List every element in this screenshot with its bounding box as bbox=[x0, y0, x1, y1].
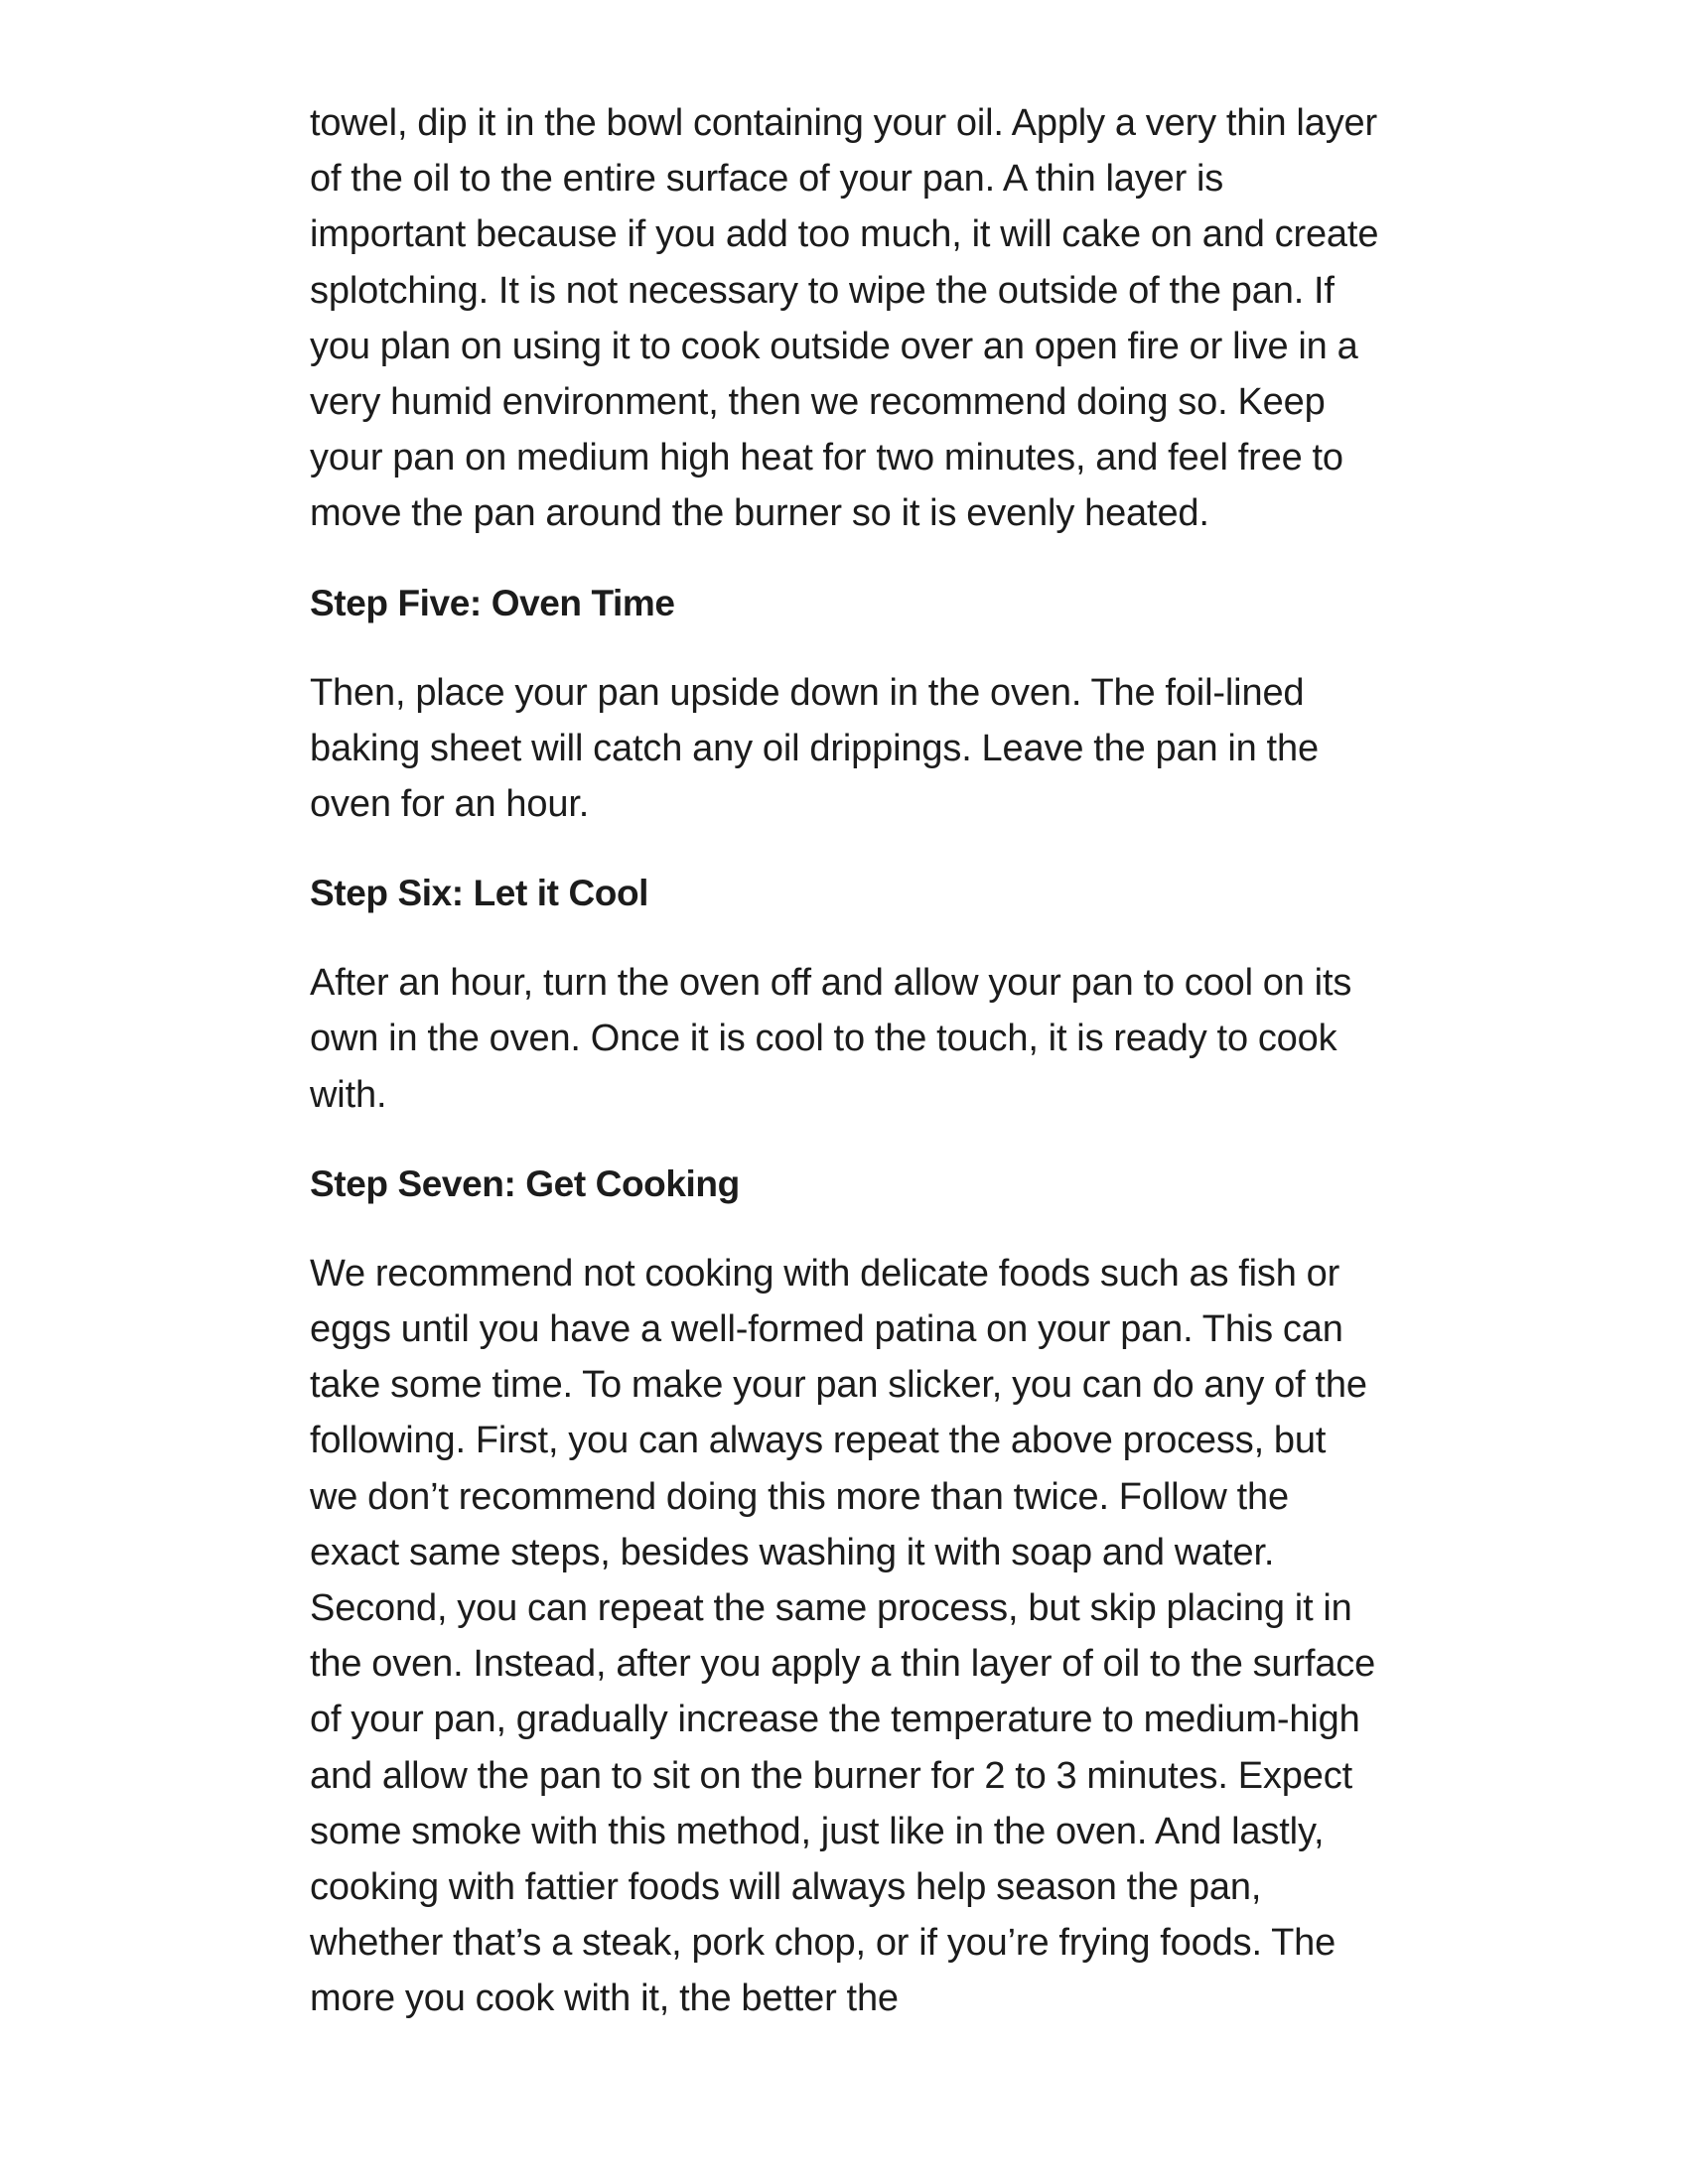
step-seven-heading: Step Seven: Get Cooking bbox=[310, 1162, 740, 1204]
step-five-heading: Step Five: Oven Time bbox=[310, 582, 675, 623]
intro-paragraph: towel, dip it in the bowl containing your oil. Apply a very thin layer of the oil to the entire surface of your pan. A thin layer is important because if you add too much, it will cake on and create splotching. It is not necessary to wipe the outside of the pan. If you plan on using it to cook outside over an open fire or live in a very humid environment, then we recommend doing so. Keep your pan on medium high heat for two minutes, and feel free to move the pan around the burner so it is evenly heated. bbox=[310, 102, 1379, 535]
step-six-heading: Step Six: Let it Cool bbox=[310, 873, 649, 914]
article-body bbox=[310, 95, 1382, 2027]
step-six-paragraph: After an hour, turn the oven off and allow your pan to cool on its own in the oven. Once it is cool to the touch, it is ready to cook with. bbox=[310, 962, 1352, 1116]
step-seven-paragraph: We recommend not cooking with delicate foods such as fish or eggs until you have a well-formed patina on your pan. This can take some time. To make your pan slicker, you can do any of the following. First, you can always repeat the above process, but we don’t recommend doing this more than twice. Follow the exact same steps, besides washing it with soap and water. Second, you can repeat the same process, but skip placing it in the oven. Instead, after you apply a thin layer of oil to the surface of your pan, gradually increase the temperature to medium-high and allow the pan to sit on the burner for 2 to 3 minutes. Expect some smoke with this method, just like in the oven. And lastly, cooking with fattier foods will always help season the pan, whether that’s a steak, pork chop, or if you’re frying foods. The more you cook with it, the better the bbox=[310, 1252, 1376, 2020]
step-five-paragraph: Then, place your pan upside down in the oven. The foil-lined baking sheet will catch any oil drippings. Leave the pan in the oven for an hour. bbox=[310, 671, 1319, 826]
